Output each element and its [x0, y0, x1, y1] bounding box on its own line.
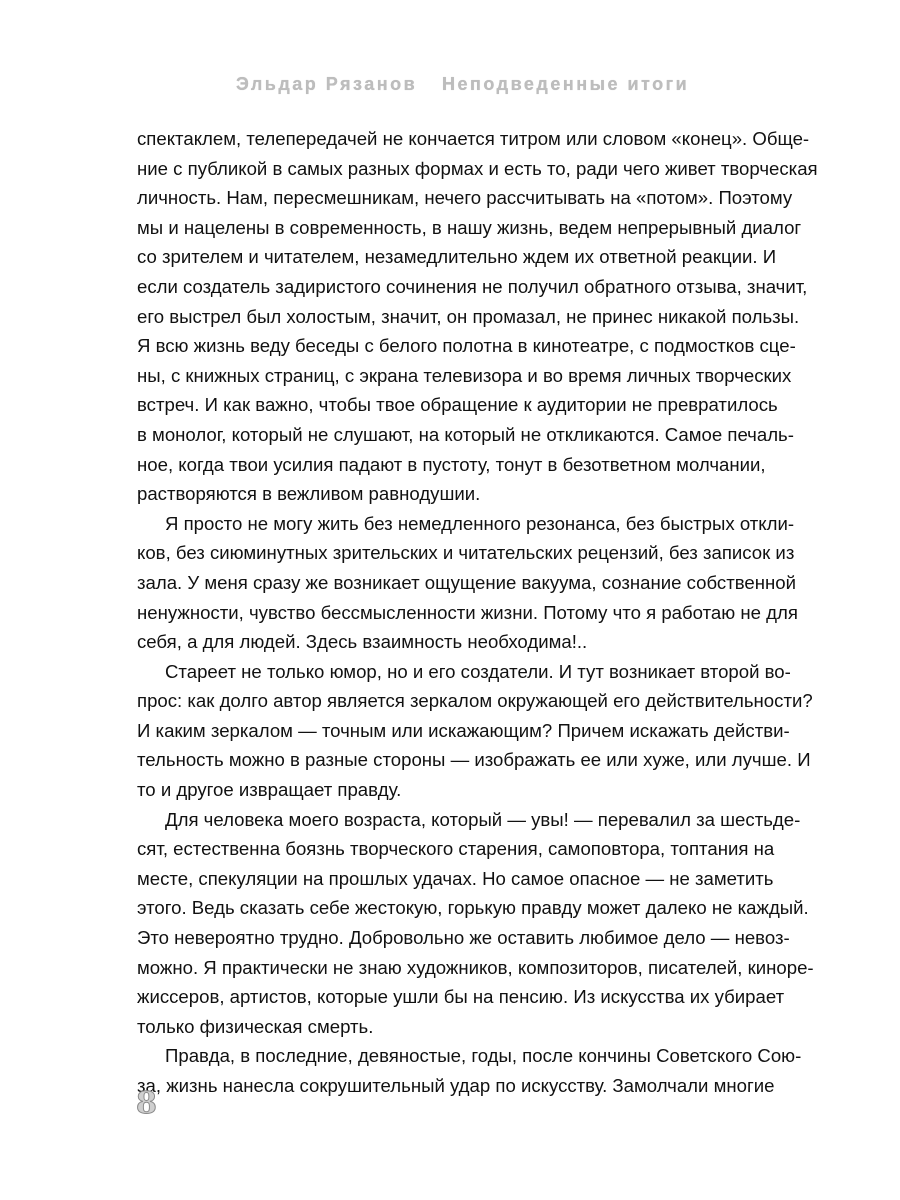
text-line: сят, естественна боязнь творческого старения, самоповтора, топтания на [137, 838, 775, 860]
text-line: то и другое извращает правду. [137, 779, 402, 801]
text-line: ненужности, чувство бессмысленности жизни. Потому что я работаю не для [137, 601, 798, 623]
paragraph [137, 1041, 802, 1100]
header-book-title: Неподведенные итоги [442, 74, 690, 94]
text-line: прос: как долго автор является зеркалом окружающей его действительности? [137, 690, 813, 712]
text-line: тельность можно в разные стороны — изображать ее или хуже, или лучше. И [137, 749, 811, 771]
text-line: в монолог, который не слушают, на который не откликаются. Самое печаль- [137, 423, 794, 445]
text-line: встреч. И как важно, чтобы твое обращение к аудитории не превратилось [137, 394, 778, 416]
text-line: Стареет не только юмор, но и его создатели. И тут возникает второй во- [165, 660, 791, 682]
text-line: Я просто не могу жить без немедленного резонанса, без быстрых откли- [165, 512, 795, 534]
paragraph [137, 124, 818, 509]
text-line: ное, когда твои усилия падают в пустоту, тонут в безответном молчании, [137, 453, 766, 475]
text-line: спектаклем, телепередачей не кончается титром или словом «конец». Обще- [137, 128, 810, 149]
text-line: этого. Ведь сказать себе жестокую, горькую правду может далеко не каждый. [137, 897, 809, 919]
text-line: И каким зеркалом — точным или искажающим? Причем искажать действи- [137, 719, 790, 741]
text-line: растворяются в вежливом равнодушии. [137, 483, 481, 505]
text-line: месте, спекуляции на прошлых удачах. Но самое опасное — не заметить [137, 867, 774, 889]
text-line: мы и нацелены в современность, в нашу жизнь, ведем непрерывный диалог [137, 216, 802, 238]
page-number: 8 [136, 1086, 157, 1121]
running-header [0, 74, 900, 104]
text-line: жиссеров, артистов, которые ушли бы на пенсию. Из искусства их убирает [137, 986, 785, 1008]
text-line: можно. Я практически не знаю художников, композиторов, писателей, киноре- [137, 956, 814, 978]
text-line: Это невероятно трудно. Добровольно же оставить любимое дело — невоз- [137, 927, 790, 949]
text-line: Я всю жизнь веду беседы с белого полотна в кинотеатре, с подмостков сце- [137, 335, 796, 357]
text-line: за, жизнь нанесла сокрушительный удар по искусству. Замолчали многие [137, 1075, 775, 1096]
text-line: ны, с книжных страниц, с экрана телевизора и во время личных творческих [137, 364, 792, 386]
text-line: личность. Нам, пересмешникам, нечего рассчитывать на «потом». Поэтому [137, 187, 793, 209]
paragraph [137, 805, 814, 1042]
text-line: Правда, в последние, девяностые, годы, после кончины Советского Сою- [165, 1045, 802, 1067]
paragraph [137, 657, 813, 805]
text-line: со зрителем и читателем, незамедлительно ждем их ответной реакции. И [137, 246, 777, 268]
text-line: ков, без сиюминутных зрительских и читательских рецензий, без записок из [137, 542, 795, 564]
header-author: Эльдар Рязанов [236, 74, 418, 94]
text-line: зала. У меня сразу же возникает ощущение вакуума, сознание собственной [137, 571, 796, 593]
text-line: если создатель задиристого сочинения не получил обратного отзыва, значит, [137, 275, 808, 297]
text-line: его выстрел был холостым, значит, он промазал, не принес никакой пользы. [137, 305, 800, 327]
text-line: Для человека моего возраста, который — увы! — перевалил за шестьде- [165, 808, 801, 830]
text-line: ние с публикой в самых разных формах и есть то, ради чего живет творческая [137, 157, 818, 179]
paragraph [137, 509, 798, 657]
text-line: себя, а для людей. Здесь взаимность необходима!.. [137, 631, 588, 653]
text-line: только физическая смерть. [137, 1015, 374, 1037]
body-text [137, 124, 818, 1101]
